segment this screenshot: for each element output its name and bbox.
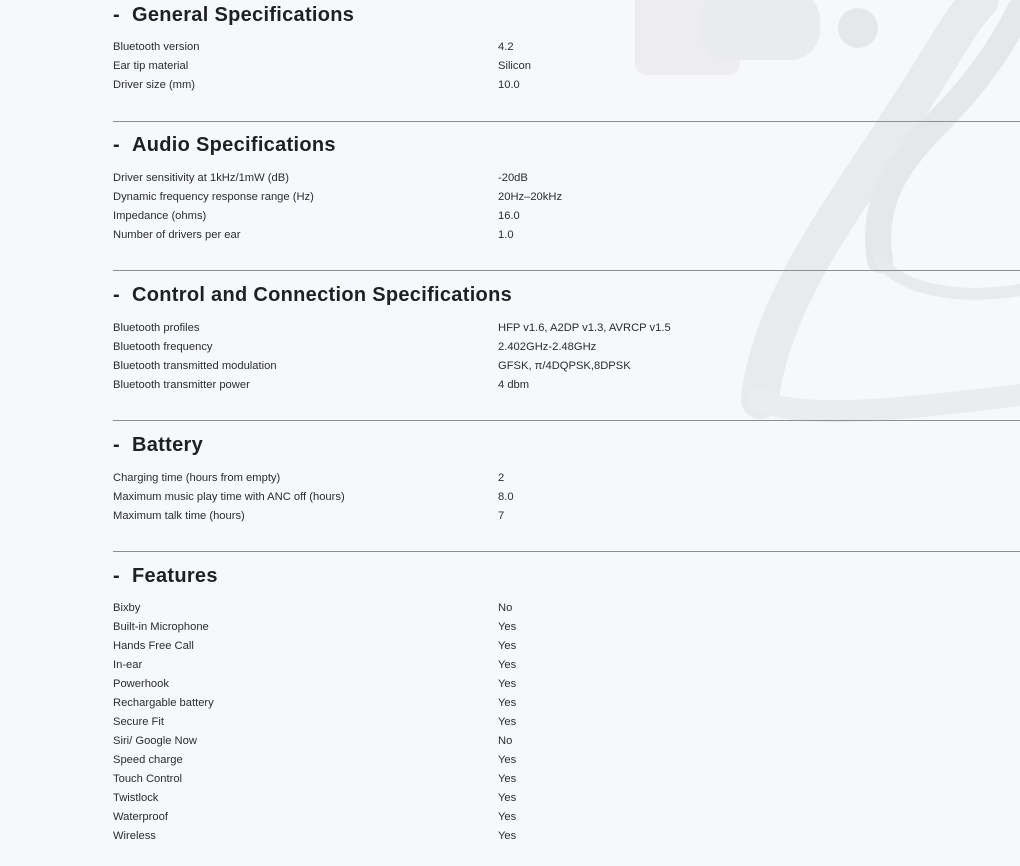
- spec-value: -20dB: [498, 171, 528, 184]
- spec-value: 7: [498, 509, 505, 522]
- spec-row: [113, 168, 1020, 187]
- section-general-specifications: [113, 0, 1020, 94]
- feature-row: [113, 826, 1020, 845]
- feature-value: Yes: [498, 620, 517, 633]
- spec-label: Bluetooth profiles: [113, 321, 200, 334]
- feature-label: Hands Free Call: [113, 639, 194, 652]
- feature-row: [113, 598, 1020, 617]
- section-title: Features: [132, 564, 218, 587]
- section-header-features[interactable]: [113, 561, 1020, 591]
- feature-value: Yes: [498, 772, 517, 785]
- feature-row: [113, 674, 1020, 693]
- feature-value: Yes: [498, 639, 517, 652]
- feature-value: Yes: [498, 753, 517, 766]
- spec-value: 4 dbm: [498, 378, 530, 391]
- spec-value: 4.2: [498, 40, 514, 53]
- feature-label: Rechargable battery: [113, 696, 214, 709]
- spec-label: Ear tip material: [113, 59, 189, 72]
- feature-value: Yes: [498, 658, 517, 671]
- spec-row: [113, 506, 1020, 525]
- spec-row: [113, 468, 1020, 487]
- feature-row: [113, 769, 1020, 788]
- spec-label: Number of drivers per ear: [113, 228, 241, 241]
- spec-value: GFSK, π/4DQPSK,8DPSK: [498, 359, 631, 372]
- section-title: Battery: [132, 433, 204, 456]
- spec-label: Charging time (hours from empty): [113, 471, 281, 484]
- feature-label: Speed charge: [113, 753, 183, 766]
- spec-label: Dynamic frequency response range (Hz): [113, 190, 314, 203]
- feature-label: Waterproof: [113, 810, 168, 823]
- spec-value: 16.0: [498, 209, 520, 222]
- spec-value: 8.0: [498, 490, 514, 503]
- collapse-toggle-icon: -: [113, 434, 120, 456]
- spec-label: Driver size (mm): [113, 78, 196, 91]
- feature-label: Wireless: [113, 829, 156, 842]
- feature-row: [113, 750, 1020, 769]
- feature-label: Built-in Microphone: [113, 620, 209, 633]
- feature-label: Touch Control: [113, 772, 183, 785]
- section-header-audio[interactable]: [113, 130, 1020, 160]
- spec-value: 20Hz–20kHz: [498, 190, 563, 203]
- feature-row: [113, 731, 1020, 750]
- spec-row: [113, 75, 1020, 94]
- feature-label: Bixby: [113, 601, 141, 614]
- collapse-toggle-icon: -: [113, 284, 120, 306]
- feature-value: Yes: [498, 829, 517, 842]
- feature-label: Powerhook: [113, 677, 169, 690]
- spec-row: [113, 56, 1020, 75]
- feature-label: Secure Fit: [113, 715, 164, 728]
- section-title: Control and Connection Specifications: [132, 283, 513, 306]
- spec-row: [113, 375, 1020, 394]
- section-divider: [113, 270, 1020, 271]
- feature-value: No: [498, 734, 513, 747]
- spec-label: Impedance (ohms): [113, 209, 207, 222]
- feature-row: [113, 807, 1020, 826]
- feature-row: [113, 636, 1020, 655]
- spec-value: 10.0: [498, 78, 520, 91]
- section-divider: [113, 121, 1020, 122]
- section-header-general[interactable]: [113, 0, 1020, 30]
- feature-row: [113, 655, 1020, 674]
- spec-row: [113, 337, 1020, 356]
- section-features: [113, 561, 1020, 845]
- spec-row: [113, 487, 1020, 506]
- spec-row: [113, 37, 1020, 56]
- collapse-toggle-icon: -: [113, 565, 120, 587]
- feature-row: [113, 617, 1020, 636]
- spec-row: [113, 356, 1020, 375]
- section-title: General Specifications: [132, 3, 355, 26]
- spec-label: Bluetooth version: [113, 40, 200, 53]
- feature-value: Yes: [498, 696, 517, 709]
- feature-value: Yes: [498, 791, 517, 804]
- spec-value: 2: [498, 471, 505, 484]
- feature-row: [113, 788, 1020, 807]
- section-header-control-connection[interactable]: [113, 280, 1020, 310]
- feature-label: Twistlock: [113, 791, 159, 804]
- feature-value: Yes: [498, 677, 517, 690]
- spec-row: [113, 225, 1020, 244]
- spec-label: Bluetooth frequency: [113, 340, 213, 353]
- feature-label: Siri/ Google Now: [113, 734, 197, 747]
- feature-row: [113, 712, 1020, 731]
- spec-label: Bluetooth transmitter power: [113, 378, 250, 391]
- section-divider: [113, 420, 1020, 421]
- collapse-toggle-icon: -: [113, 4, 120, 26]
- spec-label: Maximum music play time with ANC off (hours): [113, 490, 345, 503]
- spec-label: Driver sensitivity at 1kHz/1mW (dB): [113, 171, 289, 184]
- feature-value: Yes: [498, 715, 517, 728]
- section-audio-specifications: [113, 130, 1020, 244]
- feature-value: No: [498, 601, 513, 614]
- section-divider: [113, 551, 1020, 552]
- feature-row: [113, 693, 1020, 712]
- spec-label: Bluetooth transmitted modulation: [113, 359, 277, 372]
- section-control-connection-specifications: [113, 280, 1020, 394]
- spec-value: HFP v1.6, A2DP v1.3, AVRCP v1.5: [498, 321, 671, 334]
- spec-row: [113, 318, 1020, 337]
- feature-value: Yes: [498, 810, 517, 823]
- collapse-toggle-icon: -: [113, 134, 120, 156]
- spec-value: 1.0: [498, 228, 514, 241]
- spec-value: 2.402GHz-2.48GHz: [498, 340, 597, 353]
- spec-row: [113, 206, 1020, 225]
- spec-row: [113, 187, 1020, 206]
- spec-label: Maximum talk time (hours): [113, 509, 245, 522]
- section-title: Audio Specifications: [132, 133, 336, 156]
- section-header-battery[interactable]: [113, 430, 1020, 460]
- feature-label: In-ear: [113, 658, 143, 671]
- spec-value: Silicon: [498, 59, 531, 72]
- section-battery: [113, 430, 1020, 525]
